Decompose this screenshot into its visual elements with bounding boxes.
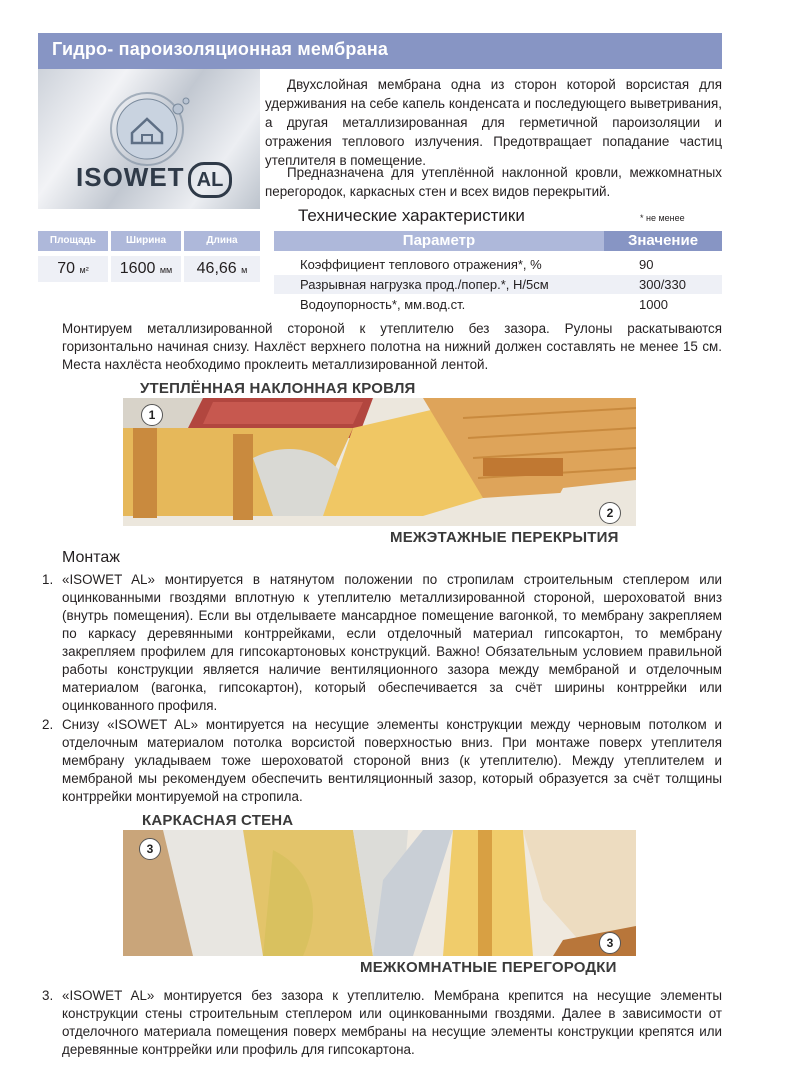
wall-illustration-drawing (123, 830, 636, 956)
row-param: Разрывная нагрузка прод./попер.*, Н/5см (300, 277, 549, 292)
figure1-caption-bottom: МЕЖЭТАЖНЫЕ ПЕРЕКРЫТИЯ (390, 529, 619, 546)
step-text: «ISOWET AL» монтируется без зазора к утеплителю. Мембрана крепится на несущие элементы конструкции стены строительным степлером или оцинкованными гвоздями. Далее в зависимости от отделочного материала помещения поверх мембраны на несущие элементы конструкции крепятся или деревянные контррейки или профиль для гипсокартона. (62, 988, 722, 1057)
row-value: 300/330 (639, 277, 686, 292)
spec-width-number: 1600 (119, 260, 156, 277)
row-value: 90 (639, 257, 654, 272)
figure1-caption-top: УТЕПЛЁННАЯ НАКЛОННАЯ КРОВЛЯ (140, 380, 416, 397)
intro-paragraph-1: Двухслойная мембрана одна из сторон которой ворсистая для удерживания на себе капель конденсата и последующего выветривания, а другая металлизированная для герметичной пароизоляции и отражения теплового излучения. Предотвращает попадание частиц утеплителя в помещение. (265, 77, 722, 168)
product-photo (38, 69, 260, 209)
row-value: 1000 (639, 297, 668, 312)
mounting-paragraph: Монтируем металлизированной стороной к утеплителю без зазора. Рулоны раскатываются горизонтально начиная снизу. Нахлёст верхнего полотна на нижний должен составлять не менее 15 см. Места нахлёста необходимо проклеить металлизированной лентой. (62, 321, 722, 372)
spec-width-unit: мм (159, 265, 173, 275)
spec-value-width (111, 256, 181, 282)
roof-illustration-drawing (123, 398, 636, 526)
spec-header-area: Площадь (38, 231, 108, 251)
figure2-badge-2: 3 (599, 932, 621, 954)
logo-text: ISOWET (76, 162, 185, 192)
row-param: Коэффициент теплового отражения*, % (300, 257, 542, 272)
table-row (274, 255, 722, 274)
table-row (274, 295, 722, 314)
step-number: 2. (42, 717, 54, 732)
row-param: Водоупорность*, мм.вод.ст. (300, 297, 466, 312)
montazh-title: Монтаж (62, 549, 120, 566)
spec-length-unit: м (241, 265, 248, 275)
spec-value-area (38, 256, 108, 282)
spec-header-length: Длина (184, 231, 260, 251)
spec-length-number: 46,66 (196, 260, 237, 277)
spec-area-number: 70 (57, 260, 76, 277)
section-title: Гидро- пароизоляционная мембрана (52, 39, 389, 59)
figure1-badge-2: 2 (599, 502, 621, 524)
intro-paragraph-2: Предназначена для утеплённой наклонной кровли, межкомнатных перегородок, каркасных стен и всех видов перекрытий. (265, 165, 722, 199)
spec-header-width: Ширина (111, 231, 181, 251)
figure1-badge-1: 1 (141, 404, 163, 426)
step-number: 3. (42, 988, 54, 1003)
logo-badge: AL (188, 162, 232, 198)
step-text: «ISOWET AL» монтируется в натянутом положении по стропилам строительным степлером или оцинкованными гвоздями вплотную к утеплителю металлизированной стороной, шероховатой вниз (внутрь помещения). Если вы отделываете мансардное помещение вагонкой, то мембрану закрепляем по каркасу деревянными контррейками, если отделочный материал гипсокартон, то мембрану закрепляем профилем для гипсокартоновых конструкций. Важно! Обязательным условием правильной работы конструкции является наличие вентиляционного зазора между мембраной и отделочным материалом (вагонка, гипсокартон), который обеспечивается за счёт ширины контррейки или оцинкованного профиля. (62, 572, 722, 713)
spec-value-length (184, 256, 260, 282)
wall-illustration (123, 830, 636, 956)
table-header-param: Параметр (274, 231, 604, 251)
figure2-caption-top: КАРКАСНАЯ СТЕНА (142, 812, 294, 829)
figure2-caption-bottom: МЕЖКОМНАТНЫЕ ПЕРЕГОРОДКИ (360, 959, 617, 976)
figure2-badge-1: 3 (139, 838, 161, 860)
tech-note: * не менее (640, 213, 685, 223)
table-header-value: Значение (604, 231, 722, 251)
step-text: Снизу «ISOWET AL» монтируется на несущие элементы конструкции между черновым потолком и отделочным материалом потолка ворсистой поверхностью вниз. При монтаже поверх утеплителя мембрану укладываем тоже шероховатой стороной вниз (к утеплителю). Между утеплителем и мембраной мы рекомендуем обеспечить вентиляционный зазор, который образуется за счёт толщины контррейки монтируемой на стропила. (62, 717, 722, 804)
section-header (38, 33, 722, 69)
tech-title: Технические характеристики (298, 206, 525, 225)
spec-area-unit: м² (79, 265, 89, 275)
table-row (274, 275, 722, 294)
roof-illustration (123, 398, 636, 526)
step-number: 1. (42, 572, 54, 587)
